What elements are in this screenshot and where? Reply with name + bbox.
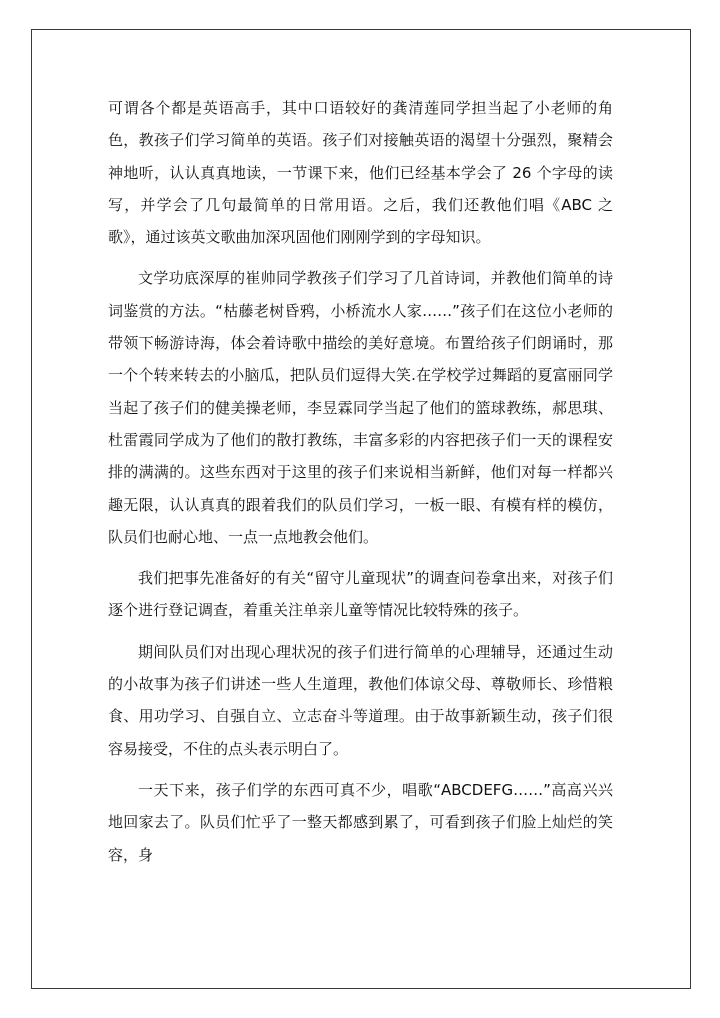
paragraph-survey: 我们把事先准备好的有关“留守儿童现状”的调查问卷拿出来，对孩子们逐个进行登记调查，着重关注单亲儿童等情况比较特殊的孩子。 bbox=[108, 569, 613, 620]
paragraph-poetry-lesson: 文学功底深厚的崔帅同学教孩子们学习了几首诗词，并教他们简单的诗词鉴赏的方法。“枯藤老树昏鸦，小桥流水人家……”孩子们在这位小老师的带领下畅游诗海，体会着诗歌中描绘的美好意境。布置给孩子们朗诵时，那一个个转来转去的小脑瓜，把队员们逗得大笑.在学校学过舞蹈的夏富丽同学当起了孩子们的健美操老师，李昱霖同学当起了他们的篮球教练，郝思琪、杜雷霞同学成为了他们的散打教练，丰富多彩的内容把孩子们一天的课程安排的满满的。这些东西对于这里的孩子们来说相当新鲜，他们对每一样都兴趣无限，认认真真的跟着我们的队员们学习，一板一眼、有模有样的模仿，队员们也耐心地、一点一点地教会他们。 bbox=[108, 269, 613, 546]
paragraph-day-summary: 一天下来，孩子们学的东西可真不少，唱歌“ABCDEFG……”高高兴兴地回家去了。队员们忙乎了一整天都感到累了，可看到孩子们脸上灿烂的笑容，身 bbox=[108, 780, 613, 864]
document-body bbox=[108, 92, 613, 871]
paragraph-counseling: 期间队员们对出现心理状况的孩子们进行简单的心理辅导，还通过生动的小故事为孩子们讲述一些人生道理，教他们体谅父母、尊敬师长、珍惜粮食、用功学习、自强自立、立志奋斗等道理。由于故事新颖生动，孩子们很容易接受，不住的点头表示明白了。 bbox=[108, 642, 613, 758]
paragraph-english-lesson: 可谓各个都是英语高手，其中口语较好的龚清莲同学担当起了小老师的角色，教孩子们学习简单的英语。孩子们对接触英语的渴望十分强烈，聚精会神地听，认认真真地读，一节课下来，他们已经基本学会了 26 个字母的读写，并学会了几句最简单的日常用语。之后，我们还教他们唱《ABC 之歌》，通过该英文歌曲加深巩固他们刚刚学到的字母知识。 bbox=[108, 99, 613, 247]
